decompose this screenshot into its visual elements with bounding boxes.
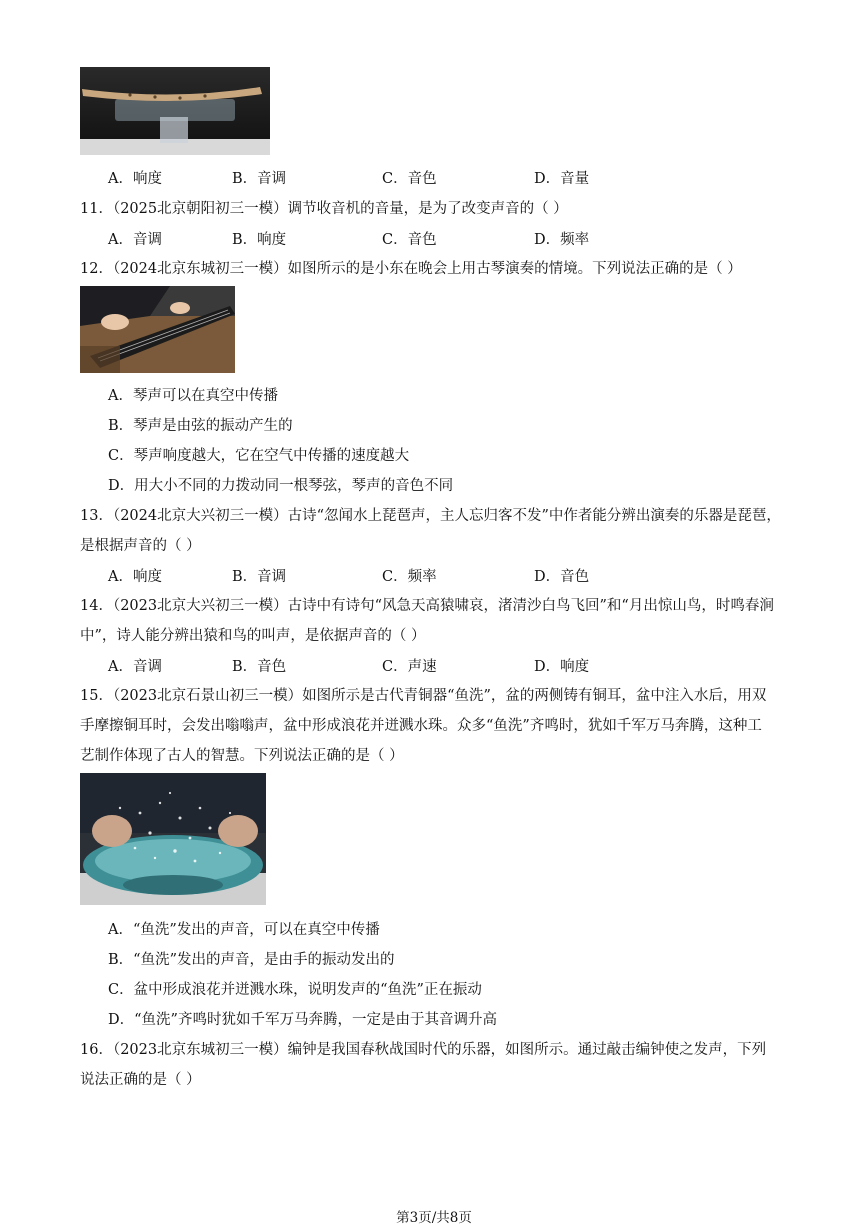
q15-option-b: B．“鱼洗”发出的声音，是由手的振动发出的	[108, 952, 395, 968]
q11-option-a: A．音调	[108, 232, 162, 248]
bone-flute-photo	[80, 67, 270, 155]
q14-option-a: A．音调	[108, 659, 162, 675]
q10-option-d: D．音量	[534, 171, 590, 187]
q12-option-a: A．琴声可以在真空中传播	[108, 388, 278, 404]
q10-option-b: B．音调	[232, 171, 287, 187]
q10-option-c: C．音色	[382, 171, 437, 187]
guqin-photo	[80, 286, 235, 373]
page-number-footer: 第3页/共8页	[396, 1210, 472, 1226]
q16-stem-line1: 16．（2023北京东城初三一模）编钟是我国春秋战国时代的乐器，如图所示。通过敲击编钟使之发声，下列	[80, 1042, 767, 1058]
q14-option-d: D．响度	[534, 659, 590, 675]
q11-option-c: C．音色	[382, 232, 437, 248]
yuxi-basin-photo	[80, 773, 266, 905]
q15-stem-line3: 艺制作体现了古人的智慧。下列说法正确的是（ ）	[80, 748, 404, 764]
q13-option-d: D．音色	[534, 569, 590, 585]
yuxi-basin-illustration	[80, 773, 266, 905]
q13-option-c: C．频率	[382, 569, 437, 585]
q12-option-c: C．琴声响度越大，它在空气中传播的速度越大	[108, 448, 410, 464]
q12-option-b: B．琴声是由弦的振动产生的	[108, 418, 293, 434]
q10-option-a: A．响度	[108, 171, 162, 187]
q16-stem-line2: 说法正确的是（ ）	[80, 1072, 201, 1088]
q14-stem-line1: 14．（2023北京大兴初三一模）古诗中有诗句“风急天高猿啸哀，渚清沙白鸟飞回”和“月出惊山鸟，时鸣春涧	[80, 598, 774, 614]
q13-option-b: B．音调	[232, 569, 287, 585]
q15-option-d: D．“鱼洗”齐鸣时犹如千军万马奔腾，一定是由于其音调升高	[108, 1012, 497, 1028]
q11-option-b: B．响度	[232, 232, 287, 248]
q15-stem-line2: 手摩擦铜耳时，会发出嗡嗡声，盆中形成浪花并迸溅水珠。众多“鱼洗”齐鸣时，犹如千军万马奔腾，这种工	[80, 718, 762, 734]
q11-option-d: D．频率	[534, 232, 590, 248]
q14-stem-line2: 中”，诗人能分辨出猿和鸟的叫声，是依据声音的（ ）	[80, 628, 426, 644]
q13-stem-line1: 13．（2024北京大兴初三一模）古诗“忽闻水上琵琶声，主人忘归客不发”中作者能分辨出演奏的乐器是琵琶，	[80, 508, 781, 524]
q15-option-a: A．“鱼洗”发出的声音，可以在真空中传播	[108, 922, 380, 938]
guqin-illustration	[80, 286, 235, 373]
q13-option-a: A．响度	[108, 569, 162, 585]
q15-option-c: C．盆中形成浪花并迸溅水珠，说明发声的“鱼洗”正在振动	[108, 982, 482, 998]
q12-option-d: D．用大小不同的力拨动同一根琴弦，琴声的音色不同	[108, 478, 454, 494]
q11-stem: 11．（2025北京朝阳初三一模）调节收音机的音量，是为了改变声音的（ ）	[80, 201, 568, 217]
bone-flute-illustration	[80, 67, 270, 155]
q15-stem-line1: 15．（2023北京石景山初三一模）如图所示是古代青铜器“鱼洗”，盆的两侧铸有铜耳，盆中注入水后，用双	[80, 688, 767, 704]
q14-option-b: B．音色	[232, 659, 287, 675]
q13-stem-line2: 是根据声音的（ ）	[80, 538, 201, 554]
q12-stem: 12．（2024北京东城初三一模）如图所示的是小东在晚会上用古琴演奏的情境。下列说法正确的是（ ）	[80, 261, 742, 277]
q14-option-c: C．声速	[382, 659, 437, 675]
